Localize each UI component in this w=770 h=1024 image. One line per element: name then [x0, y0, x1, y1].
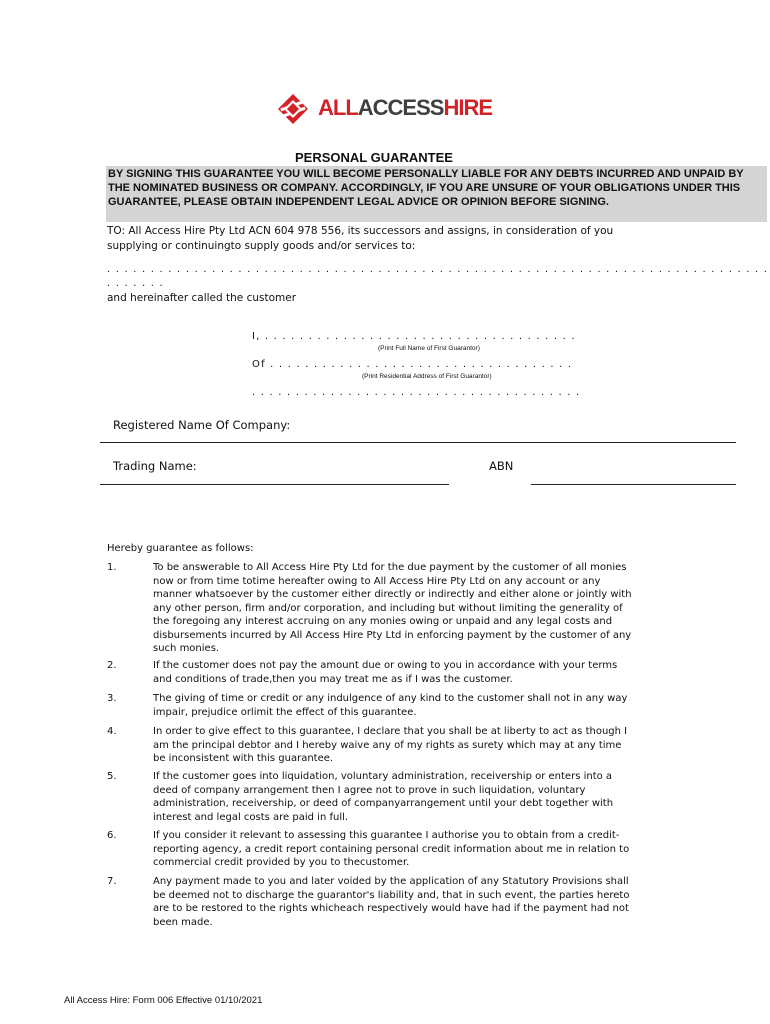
clause-text: Any payment made to you and later voided by the application of any Statutory Provisions shall be deemed not to discharge the guarantor's liability and, that in such event, the parties hereto are to be restored to the rights whicheach respectively would have had if the payment had not been made. — [153, 876, 630, 928]
clause-number: 1. — [107, 562, 117, 573]
customer-name-dots-cont[interactable]: . . . . . . . — [107, 278, 164, 289]
logo-word-hire: HIRE — [443, 95, 493, 120]
logo-word-access: ACCESS — [357, 95, 444, 120]
abn-line[interactable] — [531, 484, 736, 485]
guarantor-address-field[interactable]: Of . . . . . . . . . . . . . . . . . . . . . . . . . . . . . . . . . . . — [252, 359, 573, 370]
guarantor-address-field-cont[interactable]: . . . . . . . . . . . . . . . . . . . . . . . . . . . . . . . . . . . . . . — [252, 387, 581, 398]
registered-name-label: Registered Name Of Company: — [113, 418, 291, 432]
customer-name-dots[interactable]: . . . . . . . . . . . . . . . . . . . . . . . . . . . . . . . . . . . . . . . . . . . . . . . . . . . . . . . . . . . . . . . . . . . . . . . . . . . . — [107, 264, 769, 275]
clause-text: If the customer does not pay the amount due or owing to you in accordance with your terms and conditions of trade,then you may treat me as if I was the customer. — [153, 660, 618, 685]
clause-number: 2. — [107, 660, 117, 671]
logo-wordmark — [318, 95, 492, 121]
clause-number: 7. — [107, 876, 117, 887]
clause-text: To be answerable to All Access Hire Pty Ltd for the due payment by the customer of all monies now or from time totime hereafter owing to All Access Hire Pty Ltd on any account or any manner whatsoever by the customer either directly or indirectly and either alone or jointly with any other person, firm and/or corporation, and including but without limiting the generality of the foregoing any interest accruing on any monies owing or unpaid and any legal costs and disbursements incurred by All Access Hire Pty Ltd in enforcing payment by the customer of any such monies. — [153, 562, 632, 654]
logo-diamond-icon — [276, 92, 310, 126]
warning-box: BY SIGNING THIS GUARANTEE YOU WILL BECOME PERSONALLY LIABLE FOR ANY DEBTS INCURRED AND UNPAID BY THE NOMINATED BUSINESS OR COMPANY. ACCORDINGLY, IF YOU ARE UNSURE OF YOUR OBLIGATIONS UNDER THIS GUARANTEE, PLEASE OBTAIN INDEPENDENT LEGAL ADVICE OR OPINION BEFORE SIGNING. — [106, 166, 767, 222]
clause-text: If you consider it relevant to assessing this guarantee I authorise you to obtain from a credit-reporting agency, a credit report containing personal credit information about me in relation to commercial credit provided by you to thecustomer. — [153, 830, 630, 868]
guarantor-name-caption: (Print Full Name of First Guarantor) — [378, 345, 480, 352]
trading-name-line[interactable] — [100, 484, 449, 485]
clause-number: 3. — [107, 693, 117, 704]
guarantor-name-field[interactable]: I, . . . . . . . . . . . . . . . . . . . . . . . . . . . . . . . . . . . . — [252, 331, 576, 342]
clause-number: 5. — [107, 771, 117, 782]
trading-name-label: Trading Name: — [113, 459, 197, 473]
customer-text: and hereinafter called the customer — [107, 292, 297, 304]
company-logo — [276, 92, 493, 126]
clause-number: 6. — [107, 830, 117, 841]
clause-number: 4. — [107, 726, 117, 737]
clause-text: In order to give effect to this guarantee, I declare that you shall be at liberty to act as though I am the principal debtor and I hereby waive any of my rights as surety which may at any time be inconsistent with this guarantee. — [153, 726, 628, 764]
page-title: PERSONAL GUARANTEE — [295, 150, 453, 165]
clause-text: The giving of time or credit or any indulgence of any kind to the customer shall not in any way impair, prejudice orlimit the effect of this guarantee. — [153, 693, 628, 718]
registered-name-line[interactable] — [100, 442, 736, 443]
guarantee-intro: Hereby guarantee as follows: — [107, 543, 254, 554]
to-paragraph: TO: All Access Hire Pty Ltd ACN 604 978 556, its successors and assigns, in consideration of you supplying or continuingto supply goods and/or services to: — [107, 225, 614, 252]
abn-label: ABN — [489, 459, 514, 473]
logo-word-all: ALL — [318, 95, 358, 120]
guarantor-address-caption: (Print Residential Address of First Guarantor) — [362, 373, 492, 380]
clause-text: If the customer goes into liquidation, voluntary administration, receivership or enters into a deed of company arrangement then I agree not to prove in such liquidation, voluntary administration, receivership, or deed of companyarrangement until your debt together with interest and legal costs are paid in full. — [153, 771, 614, 823]
page-footer: All Access Hire: Form 006 Effective 01/10/2021 — [64, 995, 263, 1006]
